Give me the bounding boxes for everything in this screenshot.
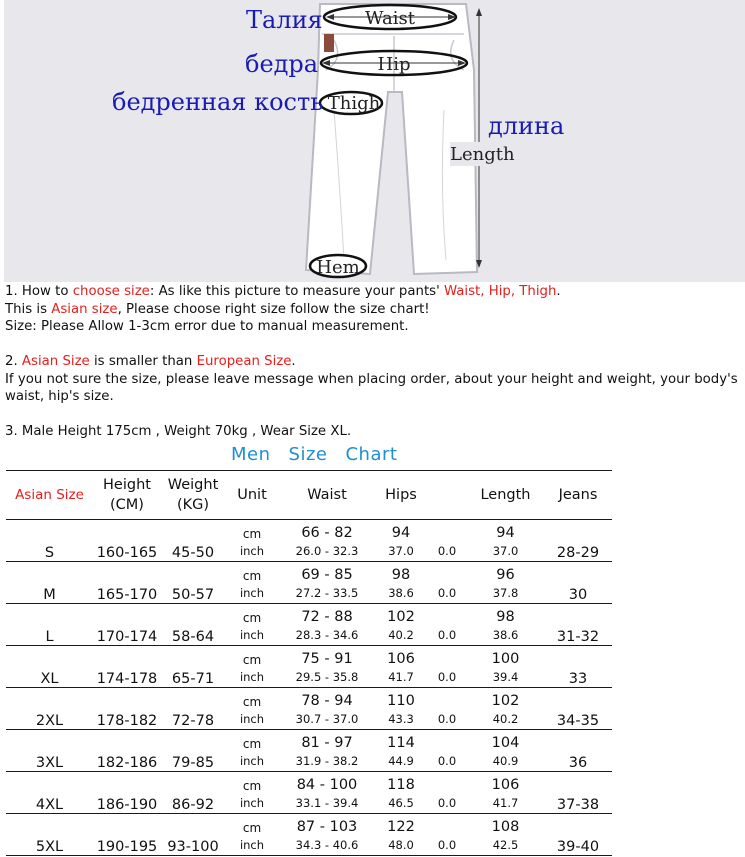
hips-cm-cell: 94 xyxy=(391,525,411,541)
waist-cm-cell: 66 - 82 xyxy=(301,525,353,541)
unit-cm-cell: cm xyxy=(242,653,262,667)
hips-inch-cell: 38.6 xyxy=(375,583,427,604)
length-cm-cell: 102 xyxy=(491,693,520,709)
table-header-row xyxy=(6,471,612,520)
unit-inch-cell: inch xyxy=(225,583,279,604)
table-row xyxy=(6,688,612,710)
hips-cm-cell: 122 xyxy=(387,819,415,835)
unit-cm-cell: cm xyxy=(242,695,262,709)
jeans-cell: 37-38 xyxy=(544,772,612,814)
extra-inch-cell: 0.0 xyxy=(427,751,467,772)
table-row xyxy=(6,772,612,794)
hips-cm-cell: 98 xyxy=(391,567,411,583)
unit-cm-cell: cm xyxy=(242,779,262,793)
hips-cm-cell: 118 xyxy=(387,777,415,793)
height-cell: 190-195 xyxy=(93,814,161,856)
header-height: Height (CM) xyxy=(103,477,151,513)
height-cell: 160-165 xyxy=(93,520,161,562)
length-inch-cell: 41.7 xyxy=(467,793,544,814)
waist-cm-cell: 69 - 85 xyxy=(301,567,353,583)
extra-inch-cell: 0.0 xyxy=(427,835,467,856)
note-line-4: 2. Asian Size is smaller than European Size. xyxy=(5,354,296,369)
hem-label-en: Hem xyxy=(316,257,360,278)
header-unit: Unit xyxy=(237,487,267,503)
length-cm-cell: 98 xyxy=(496,609,515,625)
table-row xyxy=(6,520,612,542)
length-label-ru: длина xyxy=(488,112,565,140)
length-label-en: Length xyxy=(450,144,515,165)
length-inch-cell: 42.5 xyxy=(467,835,544,856)
unit-inch-cell: inch xyxy=(225,625,279,646)
weight-cell: 93-100 xyxy=(161,814,225,856)
unit-inch-cell: inch xyxy=(225,709,279,730)
length-inch-cell: 37.0 xyxy=(467,541,544,562)
unit-cm-cell: cm xyxy=(242,569,262,583)
size-cell: S xyxy=(6,520,93,562)
length-inch-cell: 40.9 xyxy=(467,751,544,772)
weight-cell: 50-57 xyxy=(161,562,225,604)
thigh-marker xyxy=(320,92,382,114)
blank-cell xyxy=(427,814,467,836)
jeans-cell: 33 xyxy=(544,646,612,688)
note-line-1: 1. How to choose size: As like this picture to measure your pants' Waist, Hip, Thigh. xyxy=(5,284,561,299)
hips-inch-cell: 41.7 xyxy=(375,667,427,688)
hips-inch-cell: 44.9 xyxy=(375,751,427,772)
jeans-cell: 39-40 xyxy=(544,814,612,856)
header-length: Length xyxy=(480,487,531,503)
length-cm-cell: 96 xyxy=(496,567,515,583)
note-line-3: Size: Please Allow 1-3cm error due to manual measurement. xyxy=(5,319,409,334)
length-cm-cell: 100 xyxy=(491,651,520,667)
height-cell: 186-190 xyxy=(93,772,161,814)
waist-label-en: Waist xyxy=(365,8,415,29)
extra-inch-cell: 0.0 xyxy=(427,541,467,562)
hips-cm-cell: 102 xyxy=(387,609,415,625)
hips-cm-cell: 106 xyxy=(387,651,415,667)
unit-cm-cell: cm xyxy=(242,821,262,835)
extra-inch-cell: 0.0 xyxy=(427,667,467,688)
waist-label-ru: Талия xyxy=(246,6,323,34)
thigh-label-ru: бедренная кость xyxy=(112,88,324,116)
blank-cell xyxy=(427,688,467,710)
size-chart-table xyxy=(6,470,612,856)
size-cell: M xyxy=(6,562,93,604)
blank-cell xyxy=(427,604,467,626)
unit-inch-cell: inch xyxy=(225,793,279,814)
waist-inch-cell: 31.9 - 38.2 xyxy=(279,751,375,772)
size-cell: 5XL xyxy=(6,814,93,856)
extra-inch-cell: 0.0 xyxy=(427,793,467,814)
waist-inch-cell: 29.5 - 35.8 xyxy=(279,667,375,688)
length-cm-cell: 108 xyxy=(491,819,520,835)
size-cell: 2XL xyxy=(6,688,93,730)
jeans-cell: 28-29 xyxy=(544,520,612,562)
waist-marker xyxy=(324,5,456,29)
note-line-2: This is Asian size, Please choose right size follow the size chart! xyxy=(5,301,430,317)
extra-inch-cell: 0.0 xyxy=(427,709,467,730)
blank-cell xyxy=(427,646,467,668)
blank-cell xyxy=(427,730,467,752)
length-cm-cell: 104 xyxy=(491,735,520,751)
pants-illustration xyxy=(4,0,745,282)
hips-inch-cell: 37.0 xyxy=(375,541,427,562)
weight-cell: 58-64 xyxy=(161,604,225,646)
hips-inch-cell: 43.3 xyxy=(375,709,427,730)
waist-inch-cell: 30.7 - 37.0 xyxy=(279,709,375,730)
table-row xyxy=(6,730,612,752)
waist-inch-cell: 27.2 - 33.5 xyxy=(279,583,375,604)
note-line-5: If you not sure the size, please leave message when placing order, about your height and weight, your body's waist, hip's size. xyxy=(5,371,738,404)
table-row xyxy=(6,562,612,584)
waist-cm-cell: 78 - 94 xyxy=(301,693,353,709)
hips-cm-cell: 114 xyxy=(387,735,415,751)
size-cell: 4XL xyxy=(6,772,93,814)
pants-drawing xyxy=(306,4,477,274)
unit-inch-cell: inch xyxy=(225,751,279,772)
size-cell: XL xyxy=(6,646,93,688)
unit-inch-cell: inch xyxy=(225,667,279,688)
waist-inch-cell: 34.3 - 40.6 xyxy=(279,835,375,856)
hips-cm-cell: 110 xyxy=(387,693,415,709)
table-row xyxy=(6,646,612,668)
waist-cm-cell: 84 - 100 xyxy=(296,777,358,793)
note-line-6: 3. Male Height 175cm , Weight 70kg , Wear Size XL. xyxy=(5,424,352,439)
height-cell: 182-186 xyxy=(93,730,161,772)
jeans-cell: 30 xyxy=(544,562,612,604)
height-cell: 174-178 xyxy=(93,646,161,688)
weight-cell: 86-92 xyxy=(161,772,225,814)
height-cell: 178-182 xyxy=(93,688,161,730)
header-hips: Hips xyxy=(385,487,417,503)
height-cell: 170-174 xyxy=(93,604,161,646)
weight-cell: 65-71 xyxy=(161,646,225,688)
waist-cm-cell: 72 - 88 xyxy=(301,609,353,625)
waist-inch-cell: 26.0 - 32.3 xyxy=(279,541,375,562)
weight-cell: 45-50 xyxy=(161,520,225,562)
jeans-cell: 36 xyxy=(544,730,612,772)
blank-cell xyxy=(427,562,467,584)
hips-inch-cell: 46.5 xyxy=(375,793,427,814)
header-asian-size: Asian Size xyxy=(15,487,84,503)
blank-cell xyxy=(427,520,467,542)
length-cm-cell: 94 xyxy=(496,525,515,541)
table-row xyxy=(6,814,612,836)
jeans-cell: 34-35 xyxy=(544,688,612,730)
header-weight: Weight (KG) xyxy=(167,477,219,513)
unit-inch-cell: inch xyxy=(225,835,279,856)
extra-inch-cell: 0.0 xyxy=(427,625,467,646)
blank-cell xyxy=(427,772,467,794)
header-waist: Waist xyxy=(307,487,347,503)
unit-cm-cell: cm xyxy=(242,527,262,541)
waist-cm-cell: 75 - 91 xyxy=(301,651,353,667)
size-cell: L xyxy=(6,604,93,646)
table-body xyxy=(6,520,612,856)
table-row xyxy=(6,604,612,626)
size-chart-title: Men Size Chart xyxy=(231,444,398,465)
waist-inch-cell: 33.1 - 39.4 xyxy=(279,793,375,814)
size-cell: 3XL xyxy=(6,730,93,772)
jeans-cell: 31-32 xyxy=(544,604,612,646)
size-notes xyxy=(5,283,745,441)
length-inch-cell: 37.8 xyxy=(467,583,544,604)
pants-measurement-figure xyxy=(4,0,745,282)
hem-marker xyxy=(310,255,366,278)
hip-marker xyxy=(321,51,467,75)
unit-inch-cell: inch xyxy=(225,541,279,562)
header-jeans: Jeans xyxy=(558,487,598,503)
header-blank xyxy=(427,471,467,520)
height-cell: 165-170 xyxy=(93,562,161,604)
hip-label-en: Hip xyxy=(377,54,411,75)
extra-inch-cell: 0.0 xyxy=(427,583,467,604)
hips-inch-cell: 40.2 xyxy=(375,625,427,646)
waist-inch-cell: 28.3 - 34.6 xyxy=(279,625,375,646)
length-cm-cell: 106 xyxy=(491,777,520,793)
unit-cm-cell: cm xyxy=(242,737,262,751)
hips-inch-cell: 48.0 xyxy=(375,835,427,856)
unit-cm-cell: cm xyxy=(242,611,262,625)
waist-cm-cell: 81 - 97 xyxy=(301,735,353,751)
waist-cm-cell: 87 - 103 xyxy=(296,819,358,835)
weight-cell: 79-85 xyxy=(161,730,225,772)
length-inch-cell: 40.2 xyxy=(467,709,544,730)
thigh-label-en: Thigh xyxy=(327,93,381,114)
length-inch-cell: 39.4 xyxy=(467,667,544,688)
weight-cell: 72-78 xyxy=(161,688,225,730)
length-inch-cell: 38.6 xyxy=(467,625,544,646)
hip-label-ru: бедра xyxy=(245,50,319,78)
